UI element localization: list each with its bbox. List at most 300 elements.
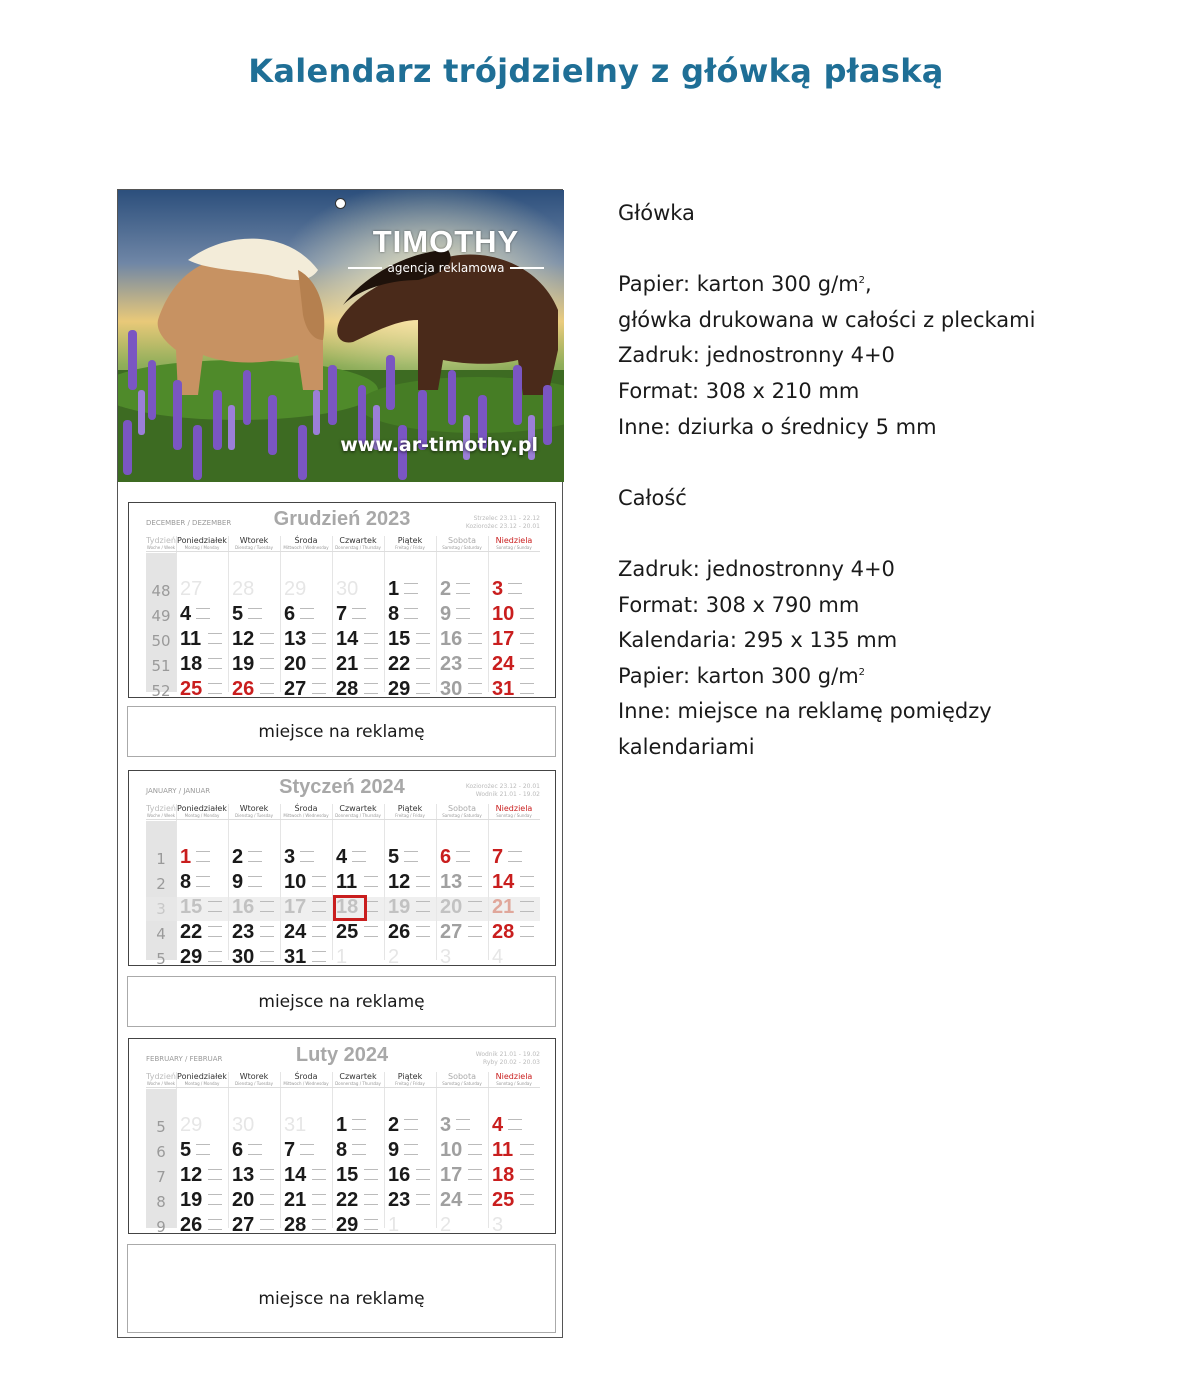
spec-line-tail: , (865, 272, 872, 297)
nameday-text (208, 1169, 222, 1180)
nameday-text (468, 1194, 482, 1205)
day-value: 4 (492, 1114, 504, 1136)
nameday-text (352, 1144, 366, 1155)
day-value: 1 (388, 578, 400, 600)
website-url: www.ar-timothy.pl (340, 434, 538, 456)
nameday-text (520, 1169, 534, 1180)
day-number (388, 603, 438, 625)
spec-line (618, 588, 1178, 624)
day-number (492, 603, 542, 625)
weekday-header (176, 1072, 228, 1088)
day-number (492, 1189, 542, 1211)
nameday-text (300, 608, 314, 619)
nameday-text (260, 1194, 274, 1205)
weekday-sub: Woche / Week (146, 813, 176, 818)
weekday-sub: Sonntag / Sunday (496, 813, 532, 818)
day-value: 15 (388, 628, 411, 650)
day-number (284, 653, 334, 675)
day-value: 16 (232, 896, 255, 918)
day-value: 21 (492, 896, 515, 918)
zodiac-line: Wodnik 21.01 - 19.02 (475, 1051, 540, 1058)
nameday-text (416, 901, 430, 912)
day-value: 9 (440, 603, 452, 625)
week-number: 1 (156, 850, 166, 868)
zodiac-info (466, 783, 540, 799)
today-marker (333, 895, 367, 921)
zodiac-line: Strzelec 23.11 - 22.12 (473, 515, 540, 522)
day-number (232, 1214, 282, 1234)
nameday-text (352, 851, 366, 862)
day-number (492, 871, 542, 893)
weekday-name: Środa (294, 804, 318, 813)
day-number (232, 1189, 282, 1211)
day-value: 12 (180, 1164, 203, 1186)
day-value: 3 (492, 1214, 504, 1234)
day-number (492, 1214, 542, 1234)
week-number: 8 (156, 1193, 166, 1211)
nameday-text (208, 901, 222, 912)
weekday-name: Wtorek (239, 804, 269, 813)
spec-whole-title: Całość (618, 485, 687, 510)
weekday-header (176, 804, 228, 820)
nameday-text (364, 1219, 378, 1230)
nameday-text (364, 1169, 378, 1180)
weekday-sub: Montag / Monday (184, 545, 220, 550)
nameday-text (468, 1169, 482, 1180)
nameday-text (208, 658, 222, 669)
month-title: Luty 2024 (295, 1044, 389, 1066)
days-grid (146, 804, 540, 966)
day-value: 1 (336, 1114, 348, 1136)
day-value: 17 (284, 896, 307, 918)
day-value: 14 (492, 871, 515, 893)
day-value: 11 (336, 871, 358, 893)
nameday-text (520, 1194, 534, 1205)
nameday-text (196, 1144, 210, 1155)
spec-line-text: Kalendaria: 295 x 135 mm (618, 628, 898, 653)
nameday-text (416, 1194, 430, 1205)
weekday-name: Niedziela (495, 536, 533, 545)
day-number (336, 678, 386, 698)
spec-line (618, 303, 1178, 339)
day-value: 10 (440, 1139, 463, 1161)
day-number (180, 1164, 230, 1186)
day-value: 13 (284, 628, 307, 650)
day-number (232, 1114, 282, 1136)
nameday-text (260, 1169, 274, 1180)
spec-line-text: główka drukowana w całości z pleckami (618, 307, 1036, 332)
nameday-text (312, 683, 326, 694)
weekday-name: Tydzień (146, 536, 176, 545)
day-value: 5 (232, 603, 244, 625)
day-number (232, 1139, 282, 1161)
month-calendar (128, 502, 556, 698)
day-value: 28 (492, 921, 515, 943)
day-number (388, 653, 438, 675)
month-name-en: FEBRUARY / FEBRUAR (146, 1055, 223, 1063)
day-number (180, 653, 230, 675)
day-number (232, 921, 282, 943)
nameday-text (468, 876, 482, 887)
day-number (440, 653, 490, 675)
day-value: 6 (440, 846, 452, 868)
nameday-text (260, 951, 274, 962)
week-number: 50 (151, 632, 171, 650)
spec-line-text: Zadruk: jednostronny 4+0 (618, 343, 895, 368)
day-number (284, 1164, 334, 1186)
day-value: 9 (388, 1139, 400, 1161)
nameday-text (364, 876, 378, 887)
spec-line-text: Papier: karton 300 g/m (618, 272, 859, 297)
page-title: Kalendarz trójdzielny z główką płaską (248, 52, 944, 90)
day-value: 14 (284, 1164, 307, 1186)
week-number: 52 (151, 682, 171, 698)
nameday-text (456, 851, 470, 862)
weekday-name: Wtorek (239, 536, 269, 545)
weekday-sub: Dienstag / Tuesday (235, 545, 273, 550)
nameday-text (364, 1194, 378, 1205)
day-number (440, 1164, 490, 1186)
day-value: 28 (284, 1214, 307, 1234)
weekday-header (436, 804, 488, 820)
spec-line (618, 374, 1178, 410)
zodiac-line: Wodnik 21.01 - 19.02 (475, 791, 540, 798)
column-divider (176, 1072, 177, 1228)
day-value: 30 (232, 946, 255, 966)
nameday-text (312, 876, 326, 887)
day-value: 31 (284, 1114, 307, 1136)
spec-line (618, 267, 1178, 303)
week-number: 3 (156, 900, 166, 918)
nameday-text (248, 876, 262, 887)
day-value: 19 (388, 896, 411, 918)
weekday-name: Poniedziałek (177, 804, 227, 813)
weekday-header (146, 536, 176, 552)
nameday-text (300, 851, 314, 862)
day-value: 20 (232, 1189, 255, 1211)
nameday-text (208, 633, 222, 644)
day-value: 24 (284, 921, 307, 943)
day-value: 28 (232, 578, 255, 600)
day-number (388, 1164, 438, 1186)
day-value: 20 (284, 653, 307, 675)
day-value: 11 (180, 628, 202, 650)
nameday-text (352, 608, 366, 619)
day-value: 23 (440, 653, 463, 675)
day-value: 30 (336, 578, 359, 600)
nameday-text (248, 851, 262, 862)
week-number: 2 (156, 875, 166, 893)
nameday-text (208, 1194, 222, 1205)
day-value: 3 (284, 846, 296, 868)
nameday-text (364, 633, 378, 644)
nameday-text (300, 1144, 314, 1155)
nameday-text (312, 633, 326, 644)
day-value: 5 (180, 1139, 192, 1161)
weekday-name: Tydzień (146, 804, 176, 813)
day-number (180, 946, 230, 966)
weekday-name: Piątek (397, 536, 423, 545)
weekday-header (488, 804, 540, 820)
spec-line-text: Format: 308 x 790 mm (618, 592, 860, 617)
weekday-header (332, 804, 384, 820)
day-value: 29 (180, 1114, 203, 1136)
day-number (336, 846, 386, 868)
day-number (284, 678, 334, 698)
weekday-sub: Montag / Monday (184, 813, 220, 818)
weekday-name: Poniedziałek (177, 1072, 227, 1081)
day-value: 10 (492, 603, 515, 625)
spec-head-lines (618, 267, 1178, 445)
nameday-text (520, 1144, 534, 1155)
day-value: 18 (492, 1164, 515, 1186)
day-value: 16 (440, 628, 463, 650)
weekday-sub: Samstag / Saturday (442, 1081, 482, 1086)
day-value: 7 (492, 846, 504, 868)
day-number (180, 896, 230, 918)
day-value: 19 (180, 1189, 203, 1211)
day-number (440, 1139, 490, 1161)
spec-line (618, 730, 1178, 766)
header-photo (118, 190, 564, 482)
day-value: 11 (492, 1139, 514, 1161)
week-number: 7 (156, 1168, 166, 1186)
day-value: 8 (336, 1139, 348, 1161)
nameday-text (364, 658, 378, 669)
day-number (492, 946, 542, 966)
day-value: 7 (284, 1139, 296, 1161)
day-number (492, 578, 542, 600)
weekday-sub: Freitag / Friday (395, 545, 425, 550)
weekday-header (228, 1072, 280, 1088)
day-number (284, 846, 334, 868)
weekday-header (146, 804, 176, 820)
day-number (232, 871, 282, 893)
nameday-text (468, 1144, 482, 1155)
day-number (232, 946, 282, 966)
weekday-sub: Freitag / Friday (395, 1081, 425, 1086)
day-value: 29 (284, 578, 307, 600)
nameday-text (520, 876, 534, 887)
day-number (440, 628, 490, 650)
ad-space: miejsce na reklamę (127, 976, 556, 1027)
day-number (180, 603, 230, 625)
day-value: 21 (336, 653, 359, 675)
day-value: 14 (336, 628, 359, 650)
day-value: 5 (388, 846, 400, 868)
month-name-en: JANUARY / JANUAR (146, 787, 211, 795)
day-number (180, 846, 230, 868)
day-number (440, 1214, 490, 1234)
nameday-text (364, 683, 378, 694)
day-number (492, 653, 542, 675)
day-value: 20 (440, 896, 463, 918)
day-value: 13 (232, 1164, 255, 1186)
nameday-text (520, 633, 534, 644)
week-number: 4 (156, 925, 166, 943)
day-value: 22 (180, 921, 203, 943)
brand-name: TIMOTHY (372, 224, 520, 259)
column-divider (176, 536, 177, 692)
weekday-sub: Donnerstag / Thursday (335, 813, 381, 818)
day-number (284, 1189, 334, 1211)
day-value: 18 (336, 896, 359, 918)
day-value: 7 (336, 603, 348, 625)
day-number (180, 871, 230, 893)
day-number (440, 921, 490, 943)
superscript: 2 (858, 275, 866, 287)
day-value: 17 (492, 628, 515, 650)
weekday-sub: Dienstag / Tuesday (235, 1081, 273, 1086)
day-number (388, 871, 438, 893)
day-value: 15 (336, 1164, 359, 1186)
day-value: 4 (180, 603, 192, 625)
weekday-header (384, 1072, 436, 1088)
day-value: 2 (388, 946, 400, 966)
day-number (492, 1114, 542, 1136)
day-value: 1 (336, 946, 348, 966)
day-number (336, 603, 386, 625)
day-value: 13 (440, 871, 463, 893)
weekday-header (176, 536, 228, 552)
day-number (336, 1114, 386, 1136)
day-number (440, 1114, 490, 1136)
day-value: 15 (180, 896, 203, 918)
brand-subtitle: agencja reklamowa (387, 261, 505, 275)
weekday-name: Sobota (448, 1072, 476, 1081)
day-number (336, 921, 386, 943)
nameday-text (404, 583, 418, 594)
nameday-text (260, 901, 274, 912)
day-value: 4 (336, 846, 348, 868)
day-number (440, 871, 490, 893)
day-number (232, 896, 282, 918)
day-number (336, 628, 386, 650)
day-value: 26 (388, 921, 411, 943)
weekday-name: Czwartek (339, 804, 377, 813)
day-number (284, 1139, 334, 1161)
nameday-text (260, 658, 274, 669)
weekday-name: Tydzień (146, 1072, 176, 1081)
day-value: 27 (232, 1214, 255, 1234)
day-number (232, 1164, 282, 1186)
day-value: 1 (388, 1214, 400, 1234)
week-number: 49 (151, 607, 171, 625)
nameday-text (248, 1144, 262, 1155)
day-value: 26 (232, 678, 255, 698)
day-value: 22 (336, 1189, 359, 1211)
day-number (492, 678, 542, 698)
day-value: 31 (492, 678, 515, 698)
day-number (284, 1114, 334, 1136)
nameday-text (312, 1169, 326, 1180)
day-value: 21 (284, 1189, 307, 1211)
month-calendar (128, 1038, 556, 1234)
weekday-sub: Mittwoch / Wednesday (283, 545, 329, 550)
days-grid (146, 536, 540, 698)
day-number (336, 653, 386, 675)
day-value: 27 (180, 578, 203, 600)
nameday-text (196, 851, 210, 862)
day-number (284, 921, 334, 943)
nameday-text (312, 951, 326, 962)
weekday-sub: Dienstag / Tuesday (235, 813, 273, 818)
weekday-header (280, 804, 332, 820)
nameday-text (468, 658, 482, 669)
day-value: 31 (284, 946, 307, 966)
day-value: 30 (232, 1114, 255, 1136)
nameday-text (508, 583, 522, 594)
day-number (336, 1164, 386, 1186)
day-value: 4 (492, 946, 504, 966)
nameday-text (196, 876, 210, 887)
weekday-name: Piątek (397, 1072, 423, 1081)
day-number (180, 1189, 230, 1211)
day-value: 3 (440, 1114, 452, 1136)
spec-line (618, 623, 1178, 659)
month-title: Styczeń 2024 (279, 776, 405, 798)
zodiac-info (476, 1051, 540, 1067)
nameday-text (416, 633, 430, 644)
spec-line-text: Papier: karton 300 g/m (618, 663, 859, 688)
day-number (492, 846, 542, 868)
nameday-text (456, 608, 470, 619)
nameday-text (404, 1144, 418, 1155)
zodiac-info (466, 515, 540, 531)
day-number (180, 678, 230, 698)
ad-space: miejsce na reklamę (127, 1244, 556, 1333)
day-number (232, 603, 282, 625)
nameday-text (520, 608, 534, 619)
nameday-text (508, 851, 522, 862)
day-value: 26 (180, 1214, 203, 1234)
day-number (336, 1214, 386, 1234)
weekday-sub: Samstag / Saturday (442, 813, 482, 818)
weekday-name: Wtorek (239, 1072, 269, 1081)
day-number (336, 946, 386, 966)
day-value: 8 (388, 603, 400, 625)
day-value: 12 (388, 871, 411, 893)
day-number (284, 946, 334, 966)
day-number (440, 896, 490, 918)
day-value: 27 (440, 921, 463, 943)
day-value: 23 (232, 921, 255, 943)
day-number (336, 871, 386, 893)
month-name-en: DECEMBER / DEZEMBER (146, 519, 232, 527)
calendar-preview (117, 189, 563, 1338)
nameday-text (520, 683, 534, 694)
month-title: Grudzień 2023 (273, 508, 411, 530)
nameday-text (468, 926, 482, 937)
nameday-text (520, 926, 534, 937)
day-number (492, 1139, 542, 1161)
day-value: 6 (232, 1139, 244, 1161)
weekday-name: Czwartek (339, 1072, 377, 1081)
day-value: 1 (180, 846, 192, 868)
nameday-text (208, 1219, 222, 1230)
month-calendar (128, 770, 556, 966)
day-number (492, 921, 542, 943)
days-grid (146, 1072, 540, 1234)
nameday-text (520, 658, 534, 669)
spec-whole-lines (618, 552, 1178, 766)
day-number (440, 1189, 490, 1211)
day-number (336, 578, 386, 600)
spec-line (618, 552, 1178, 588)
day-number (180, 1214, 230, 1234)
day-number (440, 946, 490, 966)
nameday-text (248, 608, 262, 619)
